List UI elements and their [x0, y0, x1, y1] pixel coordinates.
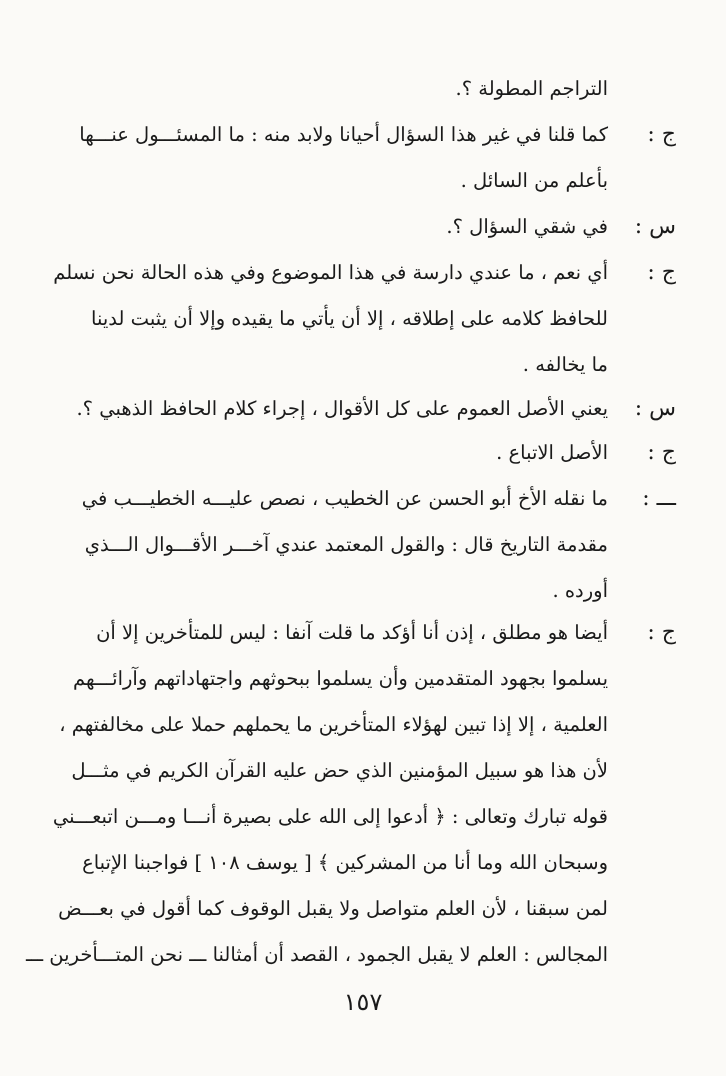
- speaker-marker: س :: [634, 214, 676, 239]
- speaker-marker: ـــ :: [642, 486, 676, 511]
- text-line: المجالس : العلم لا يقبل الجمود ، القصد أن أمثالنا ـــ نحن المتـــأخرين ـــ: [25, 943, 608, 966]
- entry-text: [104, 204, 608, 250]
- text-line: وسبحان الله وما أنا من المشركين ﴾ [ يوسف ١٠٨ ] فواجبنا الإتباع: [82, 851, 608, 874]
- entry-text: [76, 386, 608, 432]
- text-line: في شقي السؤال ؟.: [446, 215, 608, 238]
- entry-text: [53, 250, 608, 388]
- text-line: التراجم المطولة ؟.: [455, 77, 608, 100]
- text-line: يسلموا بجهود المتقدمين وأن يسلموا ببحوثهم واجتهاداتهم وآرائـــهم: [73, 667, 608, 690]
- text-line: قوله تبارك وتعالى : ﴿ أدعوا إلى الله على بصيرة أنـــا ومـــن اتبعـــني: [52, 805, 608, 828]
- speaker-marker: س :: [634, 396, 676, 421]
- text-line: بأعلم من السائل .: [460, 169, 608, 192]
- text-line: ما نقله الأخ أبو الحسن عن الخطيب ، نصص عليـــه الخطيـــب في: [81, 487, 608, 510]
- speaker-marker: ج :: [647, 440, 676, 465]
- text-line: لمن سبقنا ، لأن العلم متواصل ولا يقبل الوقوف كما أقول في بعـــض: [58, 897, 608, 920]
- entry-text: [25, 610, 608, 978]
- text-line: يعني الأصل العموم على كل الأقوال ، إجراء كلام الحافظ الذهبي ؟.: [76, 397, 608, 420]
- text-line: كما قلنا في غير هذا السؤال أحيانا ولابد منه : ما المسئـــول عنـــها: [79, 123, 608, 146]
- text-line: أورده .: [552, 579, 608, 602]
- text-line: الأصل الاتباع .: [496, 441, 608, 464]
- speaker-marker: ج :: [647, 260, 676, 285]
- speaker-marker: ج :: [647, 122, 676, 147]
- text-line: ما يخالفه .: [522, 353, 608, 376]
- speaker-marker: ج :: [647, 620, 676, 645]
- text-line: أي نعم ، ما عندي دارسة في هذا الموضوع وفي هذه الحالة نحن نسلم: [53, 261, 608, 284]
- text-line: لأن هذا هو سبيل المؤمنين الذي حض عليه القرآن الكريم في مثـــل: [71, 759, 608, 782]
- page-number: ١٥٧: [343, 988, 383, 1016]
- text-line: العلمية ، إلا إذا تبين لهؤلاء المتأخرين ما يحملهم حملا على مخالفتهم ،: [59, 713, 608, 736]
- entry-text: [104, 66, 608, 112]
- text-line: مقدمة التاريخ قال : والقول المعتمد عندي آخـــر الأقـــوال الـــذي: [84, 533, 608, 556]
- entry-text: [81, 476, 608, 614]
- text-line: للحافظ كلامه على إطلاقه ، إلا أن يأتي ما يقيده وإلا أن يثبت لدينا: [91, 307, 608, 330]
- entry-text: [104, 430, 608, 476]
- text-line: أيضا هو مطلق ، إذن أنا أؤكد ما قلت آنفا : ليس للمتأخرين إلا أن: [96, 621, 608, 644]
- entry-text: [79, 112, 608, 204]
